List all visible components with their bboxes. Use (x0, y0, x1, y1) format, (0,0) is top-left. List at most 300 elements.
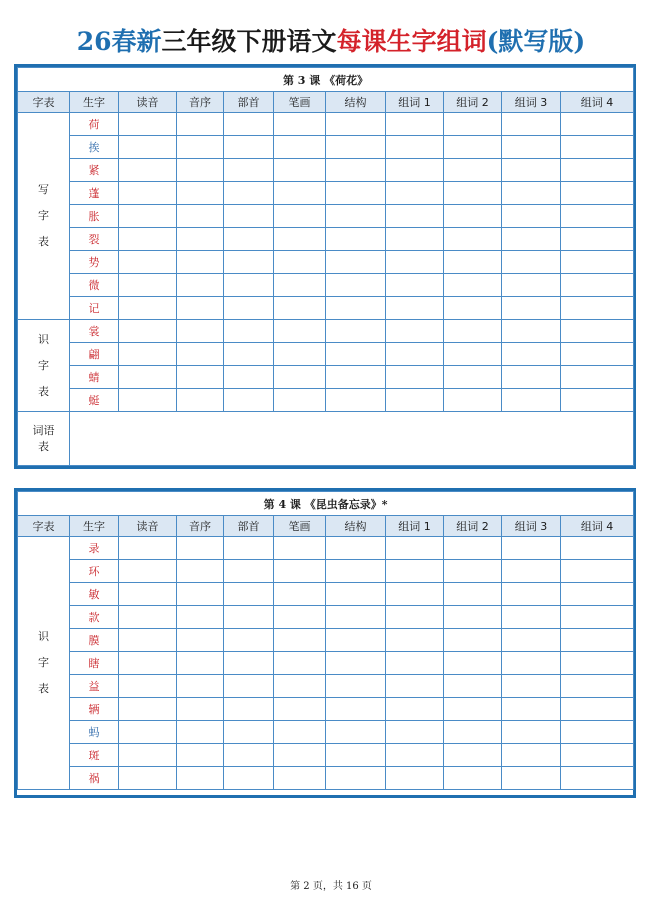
blank-cell[interactable] (561, 675, 634, 698)
blank-cell[interactable] (502, 537, 561, 560)
blank-cell[interactable] (386, 159, 444, 182)
blank-cell[interactable] (119, 767, 177, 790)
blank-cell[interactable] (444, 228, 502, 251)
blank-cell[interactable] (177, 652, 224, 675)
blank-cell[interactable] (274, 744, 326, 767)
blank-cell[interactable] (502, 228, 561, 251)
char-cell: 蜻 (70, 366, 119, 389)
blank-cell[interactable] (444, 560, 502, 583)
char-cell: 微 (70, 274, 119, 297)
char-cell: 紧 (70, 159, 119, 182)
blank-cell[interactable] (119, 583, 177, 606)
char-cell: 胀 (70, 205, 119, 228)
blank-cell[interactable] (177, 297, 224, 320)
blank-cell[interactable] (119, 205, 177, 228)
column-header: 字表 (18, 516, 70, 537)
blank-cell[interactable] (326, 767, 386, 790)
blank-cell[interactable] (561, 560, 634, 583)
blank-cell[interactable] (444, 698, 502, 721)
table-row (18, 136, 634, 159)
blank-cell[interactable] (224, 721, 274, 744)
char-cell: 敏 (70, 583, 119, 606)
recognize-label (18, 537, 70, 790)
blank-cell[interactable] (561, 721, 634, 744)
blank-cell[interactable] (119, 136, 177, 159)
page-title (0, 22, 662, 62)
blank-cell[interactable] (224, 389, 274, 412)
blank-cell[interactable] (386, 652, 444, 675)
blank-cell[interactable] (326, 205, 386, 228)
blank-cell[interactable] (444, 675, 502, 698)
blank-cell[interactable] (177, 629, 224, 652)
table-row (18, 721, 634, 744)
blank-cell[interactable] (444, 744, 502, 767)
column-header: 部首 (224, 92, 274, 113)
table-row (18, 629, 634, 652)
blank-cell[interactable] (561, 205, 634, 228)
blank-cell[interactable] (561, 537, 634, 560)
blank-cell[interactable] (561, 629, 634, 652)
blank-cell[interactable] (561, 228, 634, 251)
blank-cell[interactable] (386, 721, 444, 744)
blank-cell[interactable] (274, 205, 326, 228)
table-row (18, 251, 634, 274)
blank-cell[interactable] (502, 767, 561, 790)
blank-cell[interactable] (224, 228, 274, 251)
blank-cell[interactable] (326, 721, 386, 744)
blank-cell[interactable] (224, 182, 274, 205)
blank-cell[interactable] (224, 366, 274, 389)
blank-cell[interactable] (274, 251, 326, 274)
blank-cell[interactable] (502, 274, 561, 297)
blank-cell[interactable] (274, 343, 326, 366)
blank-cell[interactable] (561, 136, 634, 159)
blank-cell[interactable] (224, 251, 274, 274)
recognize-label-text: 识 (38, 332, 49, 346)
blank-cell[interactable] (386, 606, 444, 629)
blank-cell[interactable] (119, 320, 177, 343)
blank-cell[interactable] (502, 297, 561, 320)
blank-cell[interactable] (502, 182, 561, 205)
blank-cell[interactable] (502, 113, 561, 136)
blank-cell[interactable] (177, 274, 224, 297)
blank-cell[interactable] (119, 744, 177, 767)
blank-cell[interactable] (502, 721, 561, 744)
blank-cell[interactable] (119, 652, 177, 675)
char-cell: 瞎 (70, 652, 119, 675)
blank-cell[interactable] (274, 675, 326, 698)
lesson3-table-frame (14, 64, 636, 469)
blank-cell[interactable] (326, 675, 386, 698)
blank-cell[interactable] (444, 136, 502, 159)
blank-cell[interactable] (177, 675, 224, 698)
blank-cell[interactable] (326, 366, 386, 389)
blank-cell[interactable] (119, 675, 177, 698)
lesson4-table-frame (14, 488, 636, 798)
blank-cell[interactable] (386, 182, 444, 205)
blank-cell[interactable] (444, 366, 502, 389)
blank-cell[interactable] (444, 606, 502, 629)
blank-cell[interactable] (224, 629, 274, 652)
blank-cell[interactable] (444, 629, 502, 652)
blank-cell[interactable] (224, 675, 274, 698)
blank-cell[interactable] (119, 698, 177, 721)
blank-cell[interactable] (444, 721, 502, 744)
blank-cell[interactable] (386, 205, 444, 228)
recognize-label-text: 表 (38, 384, 49, 398)
blank-cell[interactable] (444, 159, 502, 182)
blank-cell[interactable] (502, 583, 561, 606)
blank-cell[interactable] (386, 251, 444, 274)
blank-cell[interactable] (119, 366, 177, 389)
blank-cell[interactable] (177, 113, 224, 136)
write-label-text: 表 (38, 235, 49, 248)
blank-cell[interactable] (561, 767, 634, 790)
column-header: 组词 1 (386, 516, 444, 537)
column-header: 组词 4 (561, 92, 634, 113)
table-row (18, 744, 634, 767)
blank-cell[interactable] (224, 744, 274, 767)
blank-cell[interactable] (561, 389, 634, 412)
char-cell: 裳 (70, 320, 119, 343)
blank-cell[interactable] (224, 113, 274, 136)
blank-cell[interactable] (326, 228, 386, 251)
blank-cell[interactable] (561, 606, 634, 629)
blank-cell[interactable] (386, 675, 444, 698)
blank-cell[interactable] (502, 366, 561, 389)
blank-cell[interactable] (274, 721, 326, 744)
blank-cell[interactable] (274, 767, 326, 790)
blank-cell[interactable] (444, 343, 502, 366)
blank-cell[interactable] (326, 343, 386, 366)
blank-cell[interactable] (177, 366, 224, 389)
vocab-row (18, 412, 634, 466)
lesson4-heading: 第 4 课 《昆虫备忘录》* (18, 492, 634, 516)
recognize-label (18, 320, 70, 412)
blank-cell[interactable] (444, 297, 502, 320)
blank-cell[interactable] (119, 228, 177, 251)
recognize-label-text: 识 (38, 630, 49, 643)
blank-cell[interactable] (177, 698, 224, 721)
column-header: 字表 (18, 92, 70, 113)
title-part-3: 每课生字组词 (336, 27, 487, 56)
blank-cell[interactable] (561, 652, 634, 675)
blank-cell[interactable] (326, 606, 386, 629)
blank-cell[interactable] (386, 136, 444, 159)
table-row (18, 389, 634, 412)
blank-cell[interactable] (386, 297, 444, 320)
blank-cell[interactable] (502, 629, 561, 652)
blank-cell[interactable] (326, 583, 386, 606)
table-row (18, 297, 634, 320)
char-cell: 蜓 (70, 389, 119, 412)
blank-cell[interactable] (119, 159, 177, 182)
blank-cell[interactable] (177, 606, 224, 629)
column-header: 读音 (119, 516, 177, 537)
blank-cell[interactable] (224, 537, 274, 560)
blank-cell[interactable] (444, 113, 502, 136)
column-header: 组词 2 (444, 92, 502, 113)
blank-cell[interactable] (119, 560, 177, 583)
blank-cell[interactable] (274, 228, 326, 251)
blank-cell[interactable] (561, 320, 634, 343)
column-header: 组词 3 (502, 516, 561, 537)
char-cell: 裂 (70, 228, 119, 251)
table-row (18, 652, 634, 675)
blank-cell[interactable] (326, 136, 386, 159)
blank-cell[interactable] (444, 251, 502, 274)
blank-cell[interactable] (326, 274, 386, 297)
char-cell: 记 (70, 297, 119, 320)
blank-cell[interactable] (444, 389, 502, 412)
lesson3-heading: 第 3 课 《荷花》 (18, 68, 634, 92)
blank-cell[interactable] (177, 320, 224, 343)
blank-cell[interactable] (502, 652, 561, 675)
table-row (18, 606, 634, 629)
blank-cell[interactable] (274, 583, 326, 606)
blank-cell[interactable] (177, 560, 224, 583)
blank-cell[interactable] (326, 560, 386, 583)
table-row (18, 767, 634, 790)
column-header: 生字 (70, 516, 119, 537)
blank-cell[interactable] (561, 274, 634, 297)
blank-cell[interactable] (119, 606, 177, 629)
blank-cell[interactable] (119, 629, 177, 652)
blank-cell[interactable] (224, 274, 274, 297)
blank-cell[interactable] (224, 205, 274, 228)
char-cell: 录 (70, 537, 119, 560)
blank-cell[interactable] (274, 297, 326, 320)
blank-cell[interactable] (119, 274, 177, 297)
blank-cell[interactable] (177, 228, 224, 251)
blank-cell[interactable] (119, 389, 177, 412)
blank-cell[interactable] (444, 537, 502, 560)
table-row (18, 366, 634, 389)
blank-cell[interactable] (386, 537, 444, 560)
blank-cell[interactable] (386, 560, 444, 583)
blank-cell[interactable] (386, 343, 444, 366)
table-row (18, 205, 634, 228)
blank-cell[interactable] (224, 606, 274, 629)
title-part-4: (默写版) (486, 27, 586, 56)
blank-cell[interactable] (502, 744, 561, 767)
blank-cell[interactable] (177, 182, 224, 205)
blank-cell[interactable] (444, 182, 502, 205)
blank-cell[interactable] (502, 251, 561, 274)
blank-cell[interactable] (502, 560, 561, 583)
char-cell: 膜 (70, 629, 119, 652)
column-header: 音序 (177, 516, 224, 537)
blank-cell[interactable] (386, 274, 444, 297)
blank-cell[interactable] (177, 537, 224, 560)
blank-cell[interactable] (119, 297, 177, 320)
table-row (18, 583, 634, 606)
column-header: 组词 4 (561, 516, 634, 537)
char-cell: 祸 (70, 767, 119, 790)
blank-cell[interactable] (326, 629, 386, 652)
table-row (18, 537, 634, 560)
blank-cell[interactable] (502, 389, 561, 412)
blank-cell[interactable] (444, 767, 502, 790)
blank-cell[interactable] (119, 537, 177, 560)
char-cell: 斑 (70, 744, 119, 767)
blank-cell[interactable] (502, 698, 561, 721)
blank-cell[interactable] (119, 182, 177, 205)
blank-cell[interactable] (561, 744, 634, 767)
blank-cell[interactable] (444, 320, 502, 343)
table-row (18, 228, 634, 251)
blank-cell[interactable] (326, 652, 386, 675)
write-label-text: 写 (38, 183, 49, 196)
blank-cell[interactable] (274, 182, 326, 205)
blank-cell[interactable] (274, 389, 326, 412)
column-header: 笔画 (274, 516, 326, 537)
column-header: 结构 (326, 516, 386, 537)
blank-cell[interactable] (177, 767, 224, 790)
blank-cell[interactable] (177, 343, 224, 366)
blank-cell[interactable] (444, 274, 502, 297)
blank-cell[interactable] (561, 366, 634, 389)
blank-cell[interactable] (502, 343, 561, 366)
blank-cell[interactable] (224, 767, 274, 790)
blank-cell[interactable] (561, 583, 634, 606)
blank-cell[interactable] (561, 698, 634, 721)
blank-cell[interactable] (444, 652, 502, 675)
blank-cell[interactable] (386, 583, 444, 606)
blank-cell[interactable] (177, 251, 224, 274)
blank-cell[interactable] (274, 159, 326, 182)
blank-cell[interactable] (502, 606, 561, 629)
blank-cell[interactable] (326, 698, 386, 721)
char-cell: 辆 (70, 698, 119, 721)
blank-cell[interactable] (326, 182, 386, 205)
blank-cell[interactable] (274, 537, 326, 560)
blank-cell[interactable] (326, 537, 386, 560)
blank-cell[interactable] (561, 251, 634, 274)
blank-cell[interactable] (177, 721, 224, 744)
blank-cell[interactable] (386, 629, 444, 652)
blank-cell[interactable] (224, 136, 274, 159)
blank-cell[interactable] (274, 366, 326, 389)
blank-cell[interactable] (326, 744, 386, 767)
blank-cell[interactable] (326, 113, 386, 136)
blank-cell[interactable] (561, 182, 634, 205)
column-header: 音序 (177, 92, 224, 113)
blank-cell[interactable] (386, 366, 444, 389)
char-cell: 款 (70, 606, 119, 629)
blank-cell[interactable] (386, 767, 444, 790)
blank-cell[interactable] (119, 343, 177, 366)
blank-cell[interactable] (177, 205, 224, 228)
table-row (18, 182, 634, 205)
char-cell: 翩 (70, 343, 119, 366)
table-row (18, 320, 634, 343)
blank-cell[interactable] (177, 744, 224, 767)
blank-cell[interactable] (386, 320, 444, 343)
blank-cell[interactable] (386, 113, 444, 136)
column-header: 生字 (70, 92, 119, 113)
blank-cell[interactable] (224, 560, 274, 583)
write-label-text: 字 (38, 209, 49, 222)
blank-cell[interactable] (224, 297, 274, 320)
blank-cell[interactable] (326, 297, 386, 320)
blank-cell[interactable] (386, 698, 444, 721)
column-header: 笔画 (274, 92, 326, 113)
table-row (18, 113, 634, 136)
lesson3-table (17, 67, 634, 466)
recognize-label-text: 字 (38, 358, 49, 372)
blank-cell[interactable] (274, 606, 326, 629)
blank-cell[interactable] (119, 721, 177, 744)
char-cell: 荷 (70, 113, 119, 136)
blank-cell[interactable] (444, 583, 502, 606)
blank-cell[interactable] (177, 389, 224, 412)
table-row (18, 343, 634, 366)
blank-cell[interactable] (224, 698, 274, 721)
vocab-label-text: 词语 (32, 423, 55, 437)
blank-cell[interactable] (177, 136, 224, 159)
blank-cell[interactable] (386, 228, 444, 251)
blank-cell[interactable] (561, 297, 634, 320)
blank-cell[interactable] (561, 159, 634, 182)
lesson4-table (17, 491, 634, 790)
blank-cell[interactable] (274, 274, 326, 297)
blank-cell[interactable] (326, 389, 386, 412)
blank-cell[interactable] (224, 652, 274, 675)
title-part-2: 三年级下册语文 (161, 27, 337, 56)
blank-cell[interactable] (326, 159, 386, 182)
column-header: 组词 3 (502, 92, 561, 113)
blank-cell[interactable] (386, 744, 444, 767)
char-cell: 势 (70, 251, 119, 274)
blank-cell[interactable] (502, 205, 561, 228)
blank-cell[interactable] (502, 159, 561, 182)
blank-cell[interactable] (119, 113, 177, 136)
blank-cell[interactable] (274, 320, 326, 343)
table-row (18, 698, 634, 721)
blank-cell[interactable] (502, 320, 561, 343)
blank-cell[interactable] (224, 159, 274, 182)
blank-cell[interactable] (177, 159, 224, 182)
blank-cell[interactable] (502, 675, 561, 698)
vocab-label-text: 表 (38, 439, 49, 453)
vocab-blank[interactable] (70, 412, 634, 466)
column-header: 读音 (119, 92, 177, 113)
char-cell: 挨 (70, 136, 119, 159)
blank-cell[interactable] (502, 136, 561, 159)
table-row (18, 560, 634, 583)
page-footer: 第 2 页，共 16 页 (290, 881, 372, 892)
blank-cell[interactable] (386, 389, 444, 412)
blank-cell[interactable] (326, 320, 386, 343)
blank-cell[interactable] (274, 698, 326, 721)
blank-cell[interactable] (119, 251, 177, 274)
blank-cell[interactable] (224, 343, 274, 366)
blank-cell[interactable] (561, 113, 634, 136)
blank-cell[interactable] (274, 136, 326, 159)
blank-cell[interactable] (274, 560, 326, 583)
blank-cell[interactable] (561, 343, 634, 366)
blank-cell[interactable] (274, 113, 326, 136)
blank-cell[interactable] (274, 629, 326, 652)
blank-cell[interactable] (224, 320, 274, 343)
blank-cell[interactable] (326, 251, 386, 274)
char-cell: 益 (70, 675, 119, 698)
blank-cell[interactable] (274, 652, 326, 675)
blank-cell[interactable] (224, 583, 274, 606)
blank-cell[interactable] (177, 583, 224, 606)
blank-cell[interactable] (444, 205, 502, 228)
